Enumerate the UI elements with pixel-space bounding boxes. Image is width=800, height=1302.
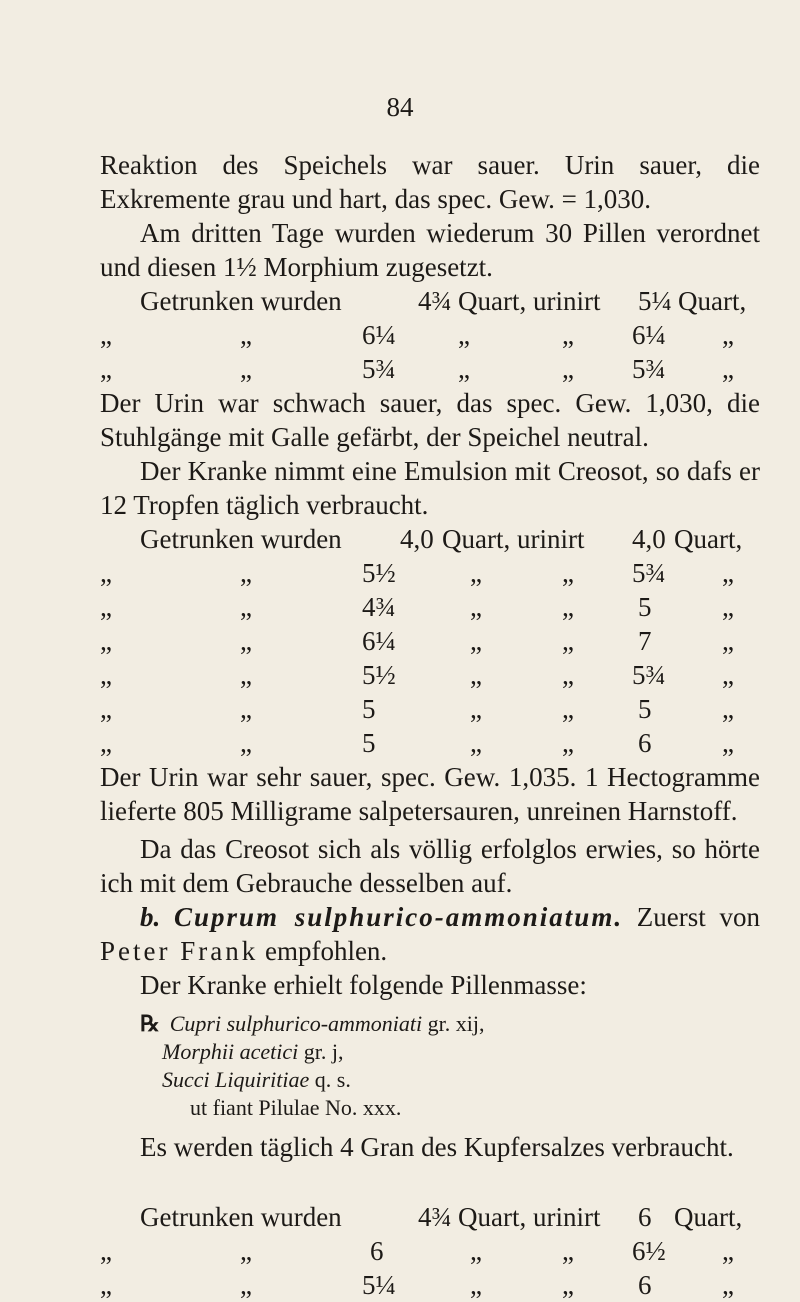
table-cell: 6 — [638, 1270, 652, 1300]
text-block-2 — [100, 386, 760, 522]
table-header — [100, 522, 760, 556]
table-cell: 6¼ — [362, 320, 396, 350]
ditto-mark: „ — [240, 1236, 252, 1266]
paragraph-pillenmasse: Der Kranke erhielt folgende Pillenmasse: — [140, 970, 587, 1000]
table-cell: 6 — [370, 1236, 384, 1266]
ditto-mark: „ — [100, 660, 112, 690]
table-cell: 4,0 — [400, 524, 434, 554]
ditto-mark: „ — [562, 1270, 574, 1300]
table-row — [100, 1268, 760, 1302]
ditto-mark: „ — [470, 592, 482, 622]
table-row — [100, 352, 760, 386]
table-cell: 5¾ — [632, 354, 666, 384]
table-row — [100, 1234, 760, 1268]
table-cell: 5¼ — [362, 1270, 396, 1300]
ditto-mark: „ — [240, 1270, 252, 1300]
table-cell: 4¾ — [418, 1202, 452, 1232]
ditto-mark: „ — [562, 1236, 574, 1266]
remedy-name: Cuprum sulphurico-ammoniatum. — [173, 902, 624, 932]
paragraph-schwach-sauer: Der Urin war schwach sauer, das spec. Gew. 1,030, die Stuhlgänge mit Galle gefärbt, der Speichel neutral. — [100, 388, 760, 452]
table-row — [100, 692, 760, 726]
paragraph-cuprum: b. Cuprum sulphurico-ammoniatum. Zuerst von Peter Frank empfohlen. — [100, 902, 760, 966]
table-cell: Quart, — [674, 524, 743, 554]
table-cell: 5¾ — [362, 354, 396, 384]
recipe-icon: ℞ — [140, 1011, 160, 1036]
table-cell: 6¼ — [362, 626, 396, 656]
recipe-line: gr. j, — [303, 1039, 344, 1064]
table-row — [100, 624, 760, 658]
text-block-3 — [100, 760, 760, 1002]
ditto-mark: „ — [722, 592, 734, 622]
paragraph-kupfersalz: Es werden täglich 4 Gran des Kupfersalzes verbraucht. — [140, 1132, 734, 1162]
page-number: 84 — [386, 92, 414, 122]
recipe-line: gr. xij, — [427, 1011, 485, 1036]
ditto-mark: „ — [240, 728, 252, 758]
table-cell: 5½ — [362, 558, 396, 588]
prescription — [140, 1010, 740, 1122]
ditto-mark: „ — [562, 728, 574, 758]
ditto-mark: „ — [722, 1236, 734, 1266]
ditto-mark: „ — [240, 660, 252, 690]
ditto-mark: „ — [240, 558, 252, 588]
intake-table-3 — [100, 1200, 760, 1302]
recipe-line: ut fiant Pilulae No. xxx. — [190, 1095, 402, 1120]
table-cell: 6 — [638, 1202, 652, 1232]
ditto-mark: „ — [470, 1270, 482, 1300]
ditto-mark: „ — [562, 626, 574, 656]
table-cell: 5¾ — [632, 660, 666, 690]
ditto-mark: „ — [100, 626, 112, 656]
ditto-mark: „ — [470, 694, 482, 724]
ditto-mark: „ — [470, 558, 482, 588]
table-cell: 5 — [362, 728, 376, 758]
table-cell: Quart, urinirt — [442, 524, 585, 554]
intake-table-2 — [100, 522, 760, 760]
ditto-mark: „ — [240, 592, 252, 622]
ditto-mark: „ — [470, 728, 482, 758]
ditto-mark: „ — [722, 320, 734, 350]
paragraph-reaktion: Reaktion des Speichels war sauer. Urin sauer, die Exkremente grau und hart, das spec. Gew. = 1,030. — [100, 150, 760, 214]
table-row — [100, 556, 760, 590]
table-cell: 5 — [638, 694, 652, 724]
paragraph-emulsion: Der Kranke nimmt eine Emulsion mit Creosot, so dafs er 12 Tropfen täglich verbraucht. — [100, 456, 760, 520]
ditto-mark: „ — [240, 694, 252, 724]
recipe-line — [140, 1066, 740, 1094]
table-cell: 6½ — [632, 1236, 666, 1266]
table-cell: 4¾ — [418, 286, 452, 316]
author-name: Peter Frank — [100, 936, 259, 966]
ditto-mark: „ — [100, 1236, 112, 1266]
ditto-mark: „ — [562, 558, 574, 588]
table-cell: Quart, urinirt — [458, 286, 601, 316]
ditto-mark: „ — [562, 354, 574, 384]
ditto-mark: „ — [470, 626, 482, 656]
table-cell: Getrunken wurden — [140, 1202, 342, 1232]
recipe-line — [140, 1038, 740, 1066]
ditto-mark: „ — [722, 728, 734, 758]
ditto-mark: „ — [100, 728, 112, 758]
table-cell: 6¼ — [632, 320, 666, 350]
ditto-mark: „ — [240, 626, 252, 656]
table-cell: 5¼ — [638, 286, 672, 316]
ditto-mark: „ — [722, 626, 734, 656]
ditto-mark: „ — [100, 1270, 112, 1300]
table-cell: 5 — [638, 592, 652, 622]
intake-table-1 — [100, 284, 760, 386]
table-row — [100, 658, 760, 692]
text-block-4 — [100, 1130, 760, 1164]
table-header — [100, 1200, 760, 1234]
text-block-1 — [100, 148, 760, 284]
ditto-mark: „ — [562, 592, 574, 622]
table-row — [100, 726, 760, 760]
ditto-mark: „ — [722, 1270, 734, 1300]
ditto-mark: „ — [100, 320, 112, 350]
ditto-mark: „ — [562, 660, 574, 690]
paragraph-sehr-sauer: Der Urin war sehr sauer, spec. Gew. 1,035. 1 Hectogramme lieferte 805 Milligrame salpetersauren, unreinen Harnstoff. — [100, 762, 760, 826]
paragraph-creosot-erfolglos: Da das Creosot sich als völlig erfolglos erwies, so hörte ich mit dem Gebrauche desselben auf. — [100, 834, 760, 898]
ditto-mark: „ — [100, 592, 112, 622]
recipe-line: q. s. — [314, 1067, 351, 1092]
ditto-mark: „ — [100, 354, 112, 384]
table-cell: Getrunken wurden — [140, 524, 342, 554]
ditto-mark: „ — [722, 558, 734, 588]
ditto-mark: „ — [722, 694, 734, 724]
ditto-mark: „ — [240, 320, 252, 350]
table-cell: 6 — [638, 728, 652, 758]
table-cell: 4¾ — [362, 592, 396, 622]
ditto-mark: „ — [722, 660, 734, 690]
recipe-line: Morphii acetici — [162, 1039, 299, 1064]
table-cell: 7 — [638, 626, 652, 656]
ditto-mark: „ — [562, 694, 574, 724]
ditto-mark: „ — [240, 354, 252, 384]
table-cell: Quart, urinirt — [458, 1202, 601, 1232]
ditto-mark: „ — [562, 320, 574, 350]
table-cell: Quart, — [678, 286, 747, 316]
table-cell: Getrunken wurden — [140, 286, 342, 316]
ditto-mark: „ — [470, 660, 482, 690]
table-cell: 4,0 — [632, 524, 666, 554]
ditto-mark: „ — [458, 354, 470, 384]
table-row — [100, 318, 760, 352]
recipe-line: Cupri sulphurico-ammoniati — [169, 1011, 423, 1036]
ditto-mark: „ — [458, 320, 470, 350]
ditto-mark: „ — [470, 1236, 482, 1266]
table-header — [100, 284, 760, 318]
paragraph-dritten-tage: Am dritten Tage wurden wiederum 30 Pillen verordnet und diesen 1½ Morphium zugesetzt. — [100, 218, 760, 282]
table-cell: 5¾ — [632, 558, 666, 588]
table-cell: 5 — [362, 694, 376, 724]
recipe-line — [140, 1010, 740, 1038]
table-cell: Quart, — [674, 1202, 743, 1232]
ditto-mark: „ — [722, 354, 734, 384]
ditto-mark: „ — [100, 558, 112, 588]
recipe-line: Succi Liquiritiae — [162, 1067, 310, 1092]
table-cell: 5½ — [362, 660, 396, 690]
ditto-mark: „ — [100, 694, 112, 724]
table-row — [100, 590, 760, 624]
